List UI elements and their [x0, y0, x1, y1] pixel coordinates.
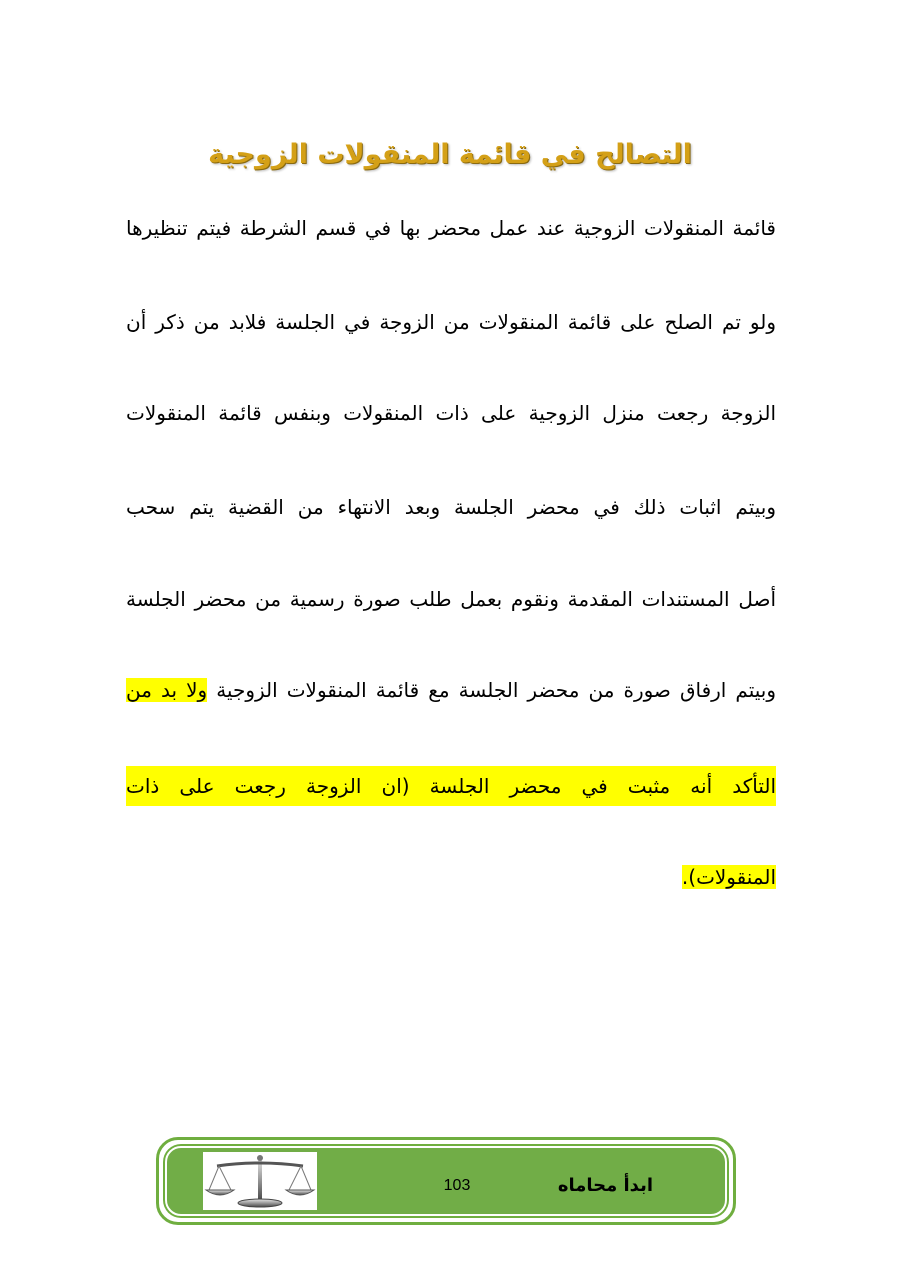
paragraph-line-8 [126, 857, 776, 897]
paragraph-line-5: أصل المستندات المقدمة ونقوم بعمل طلب صورة رسمية من محضر الجلسة [126, 587, 776, 611]
scales-of-justice-icon [203, 1152, 317, 1210]
page-footer [156, 1137, 736, 1225]
page-number: 103 [443, 1177, 471, 1194]
footer-band [165, 1146, 727, 1216]
paragraph-line-2: ولو تم الصلح على قائمة المنقولات من الزوجة في الجلسة فلابد من ذكر أن [126, 310, 776, 334]
line-8-highlighted-text: المنقولات). [681, 865, 776, 889]
paragraph-line-7-highlighted: التأكد أنه مثبت في محضر الجلسة (ان الزوجة رجعت على ذات [126, 766, 776, 806]
paragraph-line-3: الزوجة رجعت منزل الزوجية على ذات المنقولات وبنفس قائمة المنقولات [126, 401, 776, 425]
line-6-plain-text: وبيتم ارفاق صورة من محضر الجلسة مع قائمة المنقولات الزوجية [207, 678, 776, 702]
footer-brand-text: ابدأ محاماه [557, 1175, 653, 1196]
paragraph-line-1: قائمة المنقولات الزوجية عند عمل محضر بها في قسم الشرطة فيتم تنظيرها [126, 216, 776, 240]
paragraph-line-4: وبيتم اثبات ذلك في محضر الجلسة وبعد الانتهاء من القضية يتم سحب [126, 495, 776, 519]
line-6-highlighted-text: ولا بد من [126, 678, 208, 702]
page-title: التصالح في قائمة المنقولات الزوجية [208, 139, 692, 170]
paragraph-line-6 [126, 670, 776, 710]
